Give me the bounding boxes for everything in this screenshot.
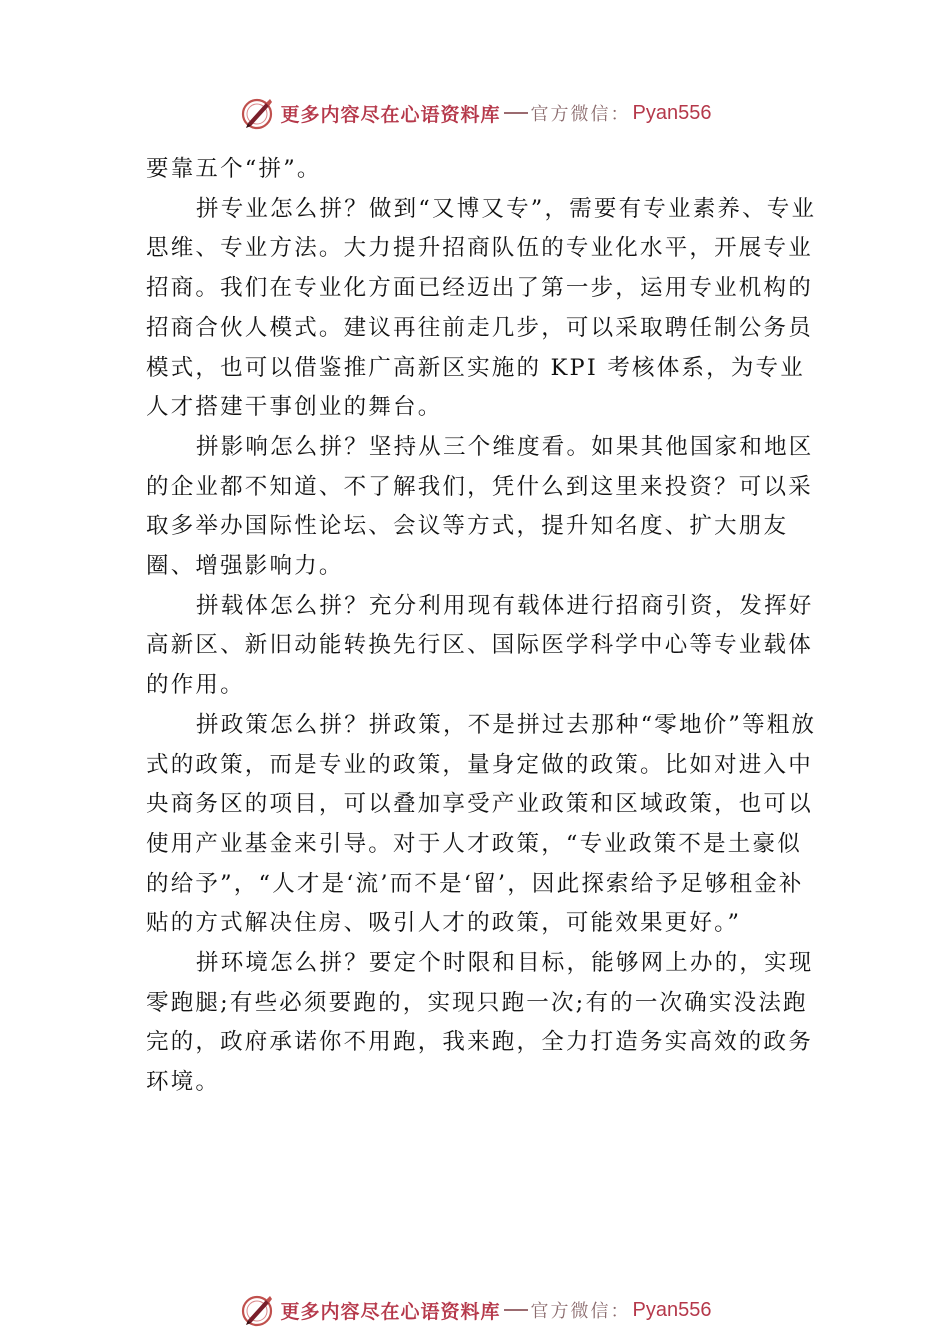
paragraph-environment: 拼环境怎么拼？要定个时限和目标，能够网上办的，实现零跑腿;有些必须要跑的，实现只跑一次;有的一次确实没法跑完的，政府承诺你不用跑，我来跑，全力打造务实高效的政务环境。 xyxy=(146,950,814,1096)
wechat-label: 官方微信： xyxy=(530,104,631,125)
pen-seal-icon xyxy=(239,95,275,131)
separator-dash xyxy=(504,1309,528,1311)
paragraph-professional: 拼专业怎么拼？做到“又博又专”，需要有专业素养、专业思维、专业方法。大力提升招商队伍的专业化水平，开展专业招商。我们在专业化方面已经迈出了第一步，运用专业机构的招商合伙人模式。建议再往前走几步，可以采取聘任制公务员模式，也可以借鉴推广高新区实施的 KPI 考核体系，为专业人才搭建干事创业的舞台。 xyxy=(146,195,817,421)
paragraph-policy: 拼政策怎么拼？拼政策，不是拼过去那种“零地价”等粗放式的政策，而是专业的政策，量身定做的政策。比如对进入中央商务区的项目，可以叠加享受产业政策和区域政策，也可以使用产业基金来引导。对于人才政策，“专业政策不是土豪似的给予”，“人才是‘流’而不是‘留’，因此探索给予足够租金补贴的方式解决住房、吸引人才的政策，可能效果更好。” xyxy=(146,711,817,937)
wechat-id: Pyan556 xyxy=(632,1298,712,1321)
brand-text: 更多内容尽在心语资料库 xyxy=(280,1300,501,1323)
header-banner xyxy=(0,93,950,133)
separator-dash xyxy=(504,112,528,114)
wechat-id: Pyan556 xyxy=(632,101,712,124)
pen-seal-icon xyxy=(239,1292,275,1328)
document-body xyxy=(146,150,818,1103)
paragraph-carrier: 拼载体怎么拼？充分利用现有载体进行招商引资，发挥好高新区、新旧动能转换先行区、国际医学科学中心等专业载体的作用。 xyxy=(146,592,814,699)
footer-banner xyxy=(0,1290,950,1330)
paragraph-influence: 拼影响怎么拼？坚持从三个维度看。如果其他国家和地区的企业都不知道、不了解我们，凭什么到这里来投资？可以采取多举办国际性论坛、会议等方式，提升知名度、扩大朋友圈、增强影响力。 xyxy=(146,433,814,580)
paragraph-intro: 要靠五个“拼”。 xyxy=(146,156,322,182)
brand-text: 更多内容尽在心语资料库 xyxy=(280,103,501,126)
wechat-label: 官方微信： xyxy=(530,1301,631,1322)
